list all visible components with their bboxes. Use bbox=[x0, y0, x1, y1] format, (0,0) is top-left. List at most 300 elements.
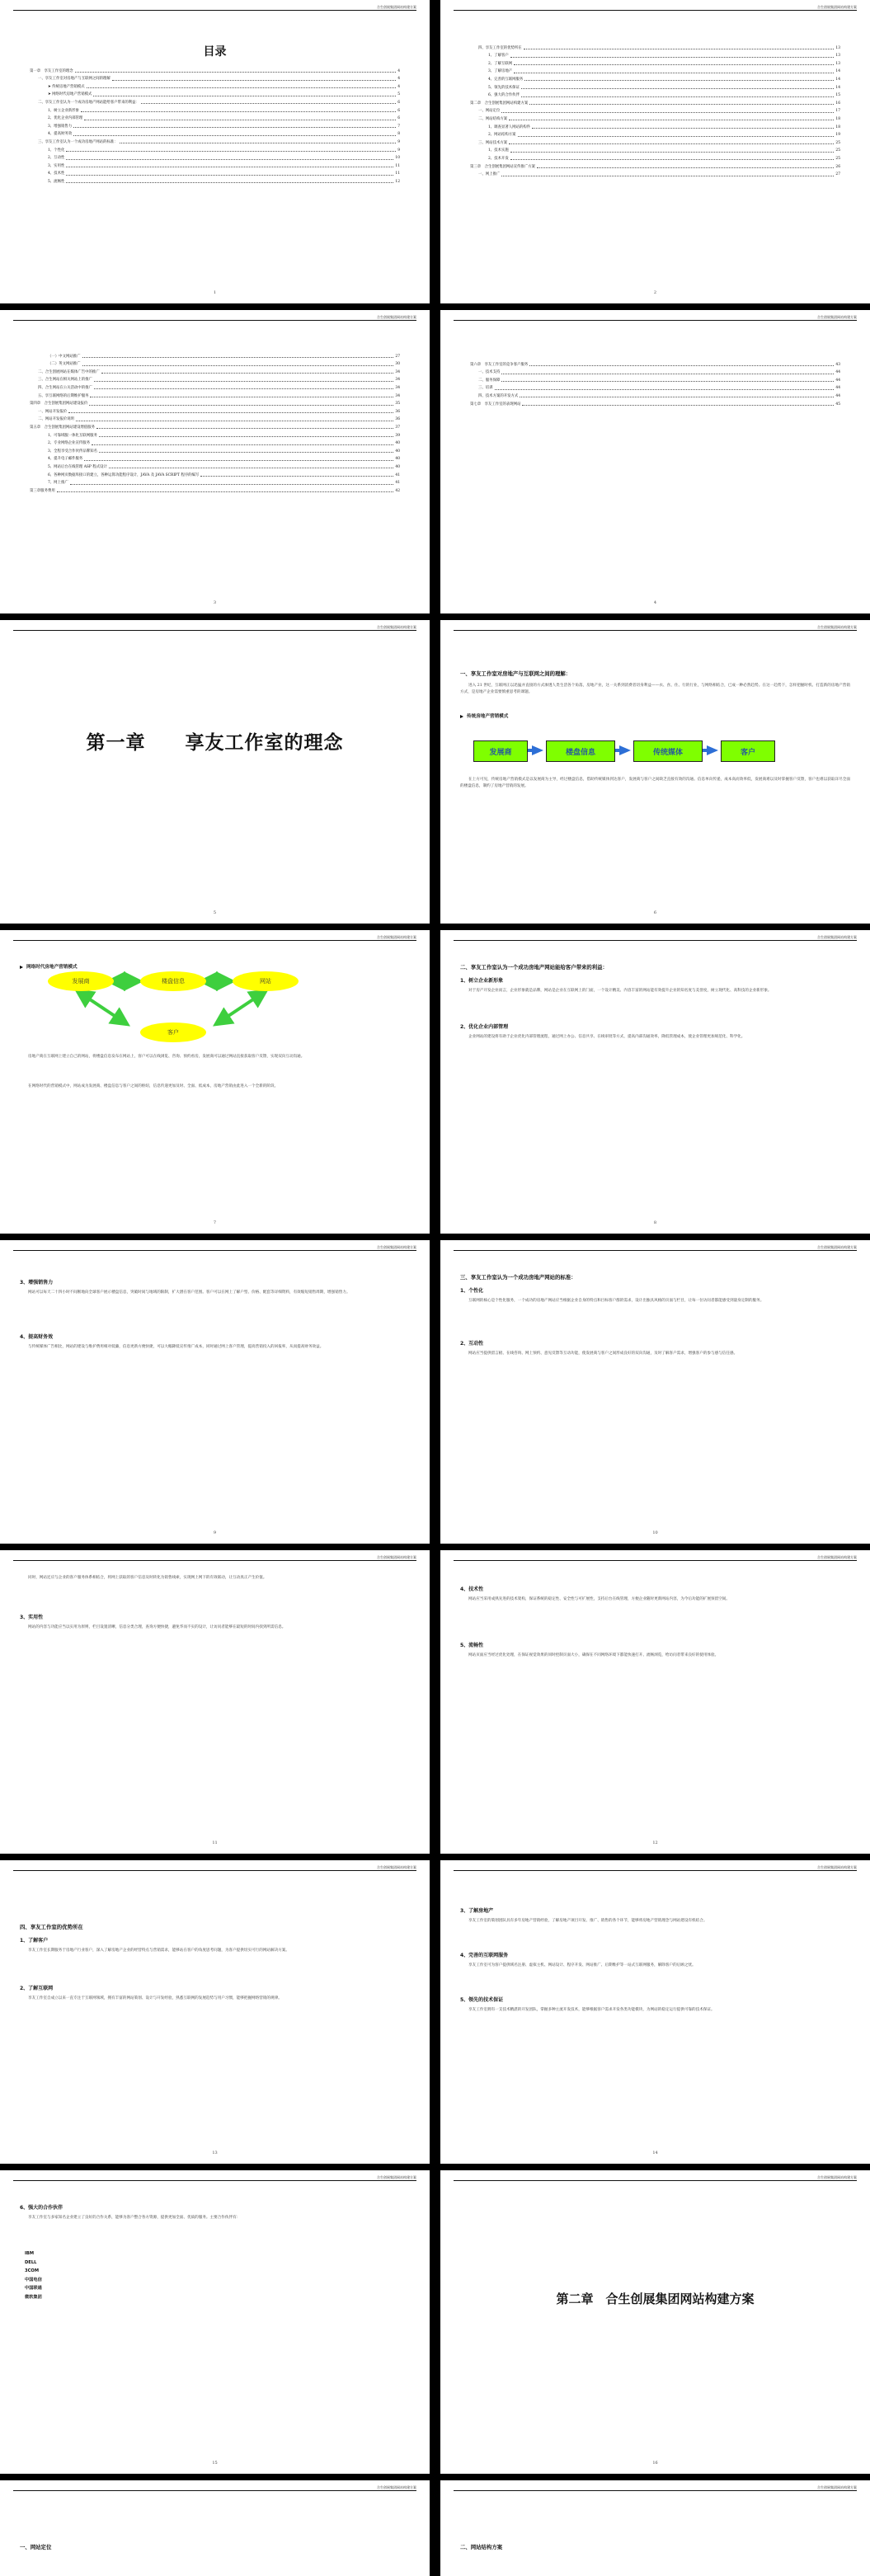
toc-entry-label: 2、了解互联网 bbox=[488, 61, 513, 66]
bullet-label: 传统房地产营销模式 bbox=[467, 714, 509, 719]
page-number: 2 bbox=[653, 290, 657, 295]
sub-heading: 5、领先的技术保证 bbox=[460, 1997, 504, 2003]
toc-leader-dots bbox=[200, 476, 393, 477]
page-number: 12 bbox=[652, 1840, 658, 1845]
page-number: 1 bbox=[213, 290, 217, 295]
toc-row[interactable] bbox=[30, 367, 400, 375]
toc-page-number: 14 bbox=[835, 69, 840, 74]
toc-list bbox=[30, 351, 400, 494]
page-17 bbox=[0, 2480, 430, 2576]
sub-heading: 2、了解互联网 bbox=[20, 1986, 54, 1991]
toc-row[interactable] bbox=[30, 375, 400, 383]
toc-entry-label: 五、享互联网络的后期维护服务 bbox=[38, 393, 89, 398]
node-customer: 客户 bbox=[140, 1022, 206, 1042]
toc-row[interactable] bbox=[30, 446, 400, 454]
page-header: 合生创展集团网站构建方案 bbox=[817, 1865, 857, 1869]
page-9 bbox=[0, 1240, 430, 1544]
toc-leader-dots bbox=[522, 405, 834, 406]
section-heading: 二、享友工作室认为一个成功房地产网站能给客户带来的利益： bbox=[460, 964, 608, 971]
toc-row[interactable] bbox=[470, 43, 840, 51]
section-heading: 二、网站结构方案 bbox=[460, 2544, 503, 2550]
toc-entry-label: 2、网站结构方案 bbox=[488, 133, 516, 138]
toc-row[interactable] bbox=[30, 114, 400, 122]
toc-leader-dots bbox=[75, 72, 397, 73]
toc-entry-label: 4、提高财务效 bbox=[48, 132, 73, 137]
toc-entry-label: ➤ 传统房地产营销模式 bbox=[48, 84, 85, 89]
body-paragraph: 网站页面应当经过优化处理，在保证视觉效果的同时控制页面大小，确保在不同网络环境下都能快速打开、流畅浏览，给访问者带来良好的使用体验。 bbox=[468, 1653, 719, 1657]
body-paragraph: 在上方可见，传统房地产营销模式是以发展商为主导，经过楼盘信息，借助传统媒体到达客户，发展商与客户之间缺乏直接有效的沟通。信息单向传递，成本高而效率低，发展商难以及时掌握客户反馈，客户也难以获取详尽全面的楼盘信息，制约了房地产营销的发展。 bbox=[460, 778, 850, 788]
toc-row[interactable] bbox=[470, 360, 840, 368]
toc-entry-label: 二、服务保障 bbox=[478, 378, 501, 383]
toc-row[interactable] bbox=[470, 153, 840, 162]
toc-row[interactable] bbox=[470, 368, 840, 376]
toc-entry-label: 6、各种网页数据库接口的建立，各种运算功能程序设计，JAVA 及 JAVA SCRIPT 程序的编写 bbox=[48, 472, 200, 477]
toc-leader-dots bbox=[68, 412, 393, 413]
section-heading: 四、享友工作室的优势所在 bbox=[20, 1924, 83, 1930]
toc-page-number: 4 bbox=[397, 84, 400, 89]
toc-page-number: 25 bbox=[835, 156, 840, 161]
toc-leader-dots bbox=[94, 388, 394, 389]
toc-row[interactable] bbox=[470, 51, 840, 59]
toc-row[interactable] bbox=[470, 391, 840, 399]
toc-page-number: 18 bbox=[835, 125, 840, 129]
toc-leader-dots bbox=[529, 104, 834, 105]
toc-entry-label: 一、享友工作室对房地产与互联网之间的理解 bbox=[38, 77, 111, 82]
toc-page-number: 14 bbox=[835, 85, 840, 90]
toc-entry-label: 3、了解房地产 bbox=[488, 69, 513, 74]
toc-entry-label: （二）英文网站推广 bbox=[48, 362, 81, 367]
toc-page-number: 34 bbox=[395, 393, 400, 398]
body-paragraph: 享友工作室长期服务于房地产行业客户，深入了解房地产企业的经营特点与营销需求，能够站在客户的角度思考问题，为客户提供切实可行的网站解决方案。 bbox=[28, 1948, 289, 1953]
toc-page-number: 15 bbox=[835, 93, 840, 98]
page-number: 6 bbox=[653, 910, 657, 915]
toc-row[interactable] bbox=[470, 106, 840, 115]
partner-item: 中国电信 bbox=[25, 2277, 42, 2282]
header-rule bbox=[13, 630, 416, 631]
body-paragraph: 网站可以每天二十四小时不间断地向全球客户展示楼盘信息，突破时间与地域的限制，扩大潜在客户范围。客户可以在网上了解户型、价格、配套等详细资料，有效缩短销售周期，增强销售力。 bbox=[28, 1290, 350, 1295]
toc-page-number: 25 bbox=[835, 140, 840, 145]
page-header: 合生创展集团网站构建方案 bbox=[817, 935, 857, 939]
page-number: 10 bbox=[652, 1530, 658, 1535]
page-header: 合生创展集团网站构建方案 bbox=[377, 315, 416, 319]
toc-entry-label: 3、增强销售力 bbox=[48, 124, 73, 129]
toc-page-number: 13 bbox=[835, 54, 840, 59]
page-toc-2 bbox=[440, 0, 870, 303]
toc-row[interactable] bbox=[30, 74, 400, 82]
toc-page-number: 26 bbox=[835, 164, 840, 169]
toc-entry-label: 2、优化企业内部管理 bbox=[48, 116, 83, 121]
toc-page-number: 7 bbox=[397, 124, 400, 129]
page-header: 合生创展集团网站构建方案 bbox=[377, 2175, 416, 2179]
toc-page-number: 34 bbox=[395, 385, 400, 390]
toc-row[interactable] bbox=[470, 122, 840, 130]
sub-heading: 1、了解客户 bbox=[20, 1938, 49, 1944]
toc-row[interactable] bbox=[30, 129, 400, 138]
triangle-bullet-icon bbox=[460, 715, 463, 718]
toc-row[interactable] bbox=[30, 97, 400, 106]
toc-entry-label: 4、完善的互联网服务 bbox=[488, 77, 524, 82]
toc-leader-dots bbox=[532, 128, 834, 129]
toc-entry-label: 5、流畅性 bbox=[48, 179, 65, 184]
toc-row[interactable] bbox=[30, 82, 400, 90]
page-header: 合生创展集团网站构建方案 bbox=[377, 1555, 416, 1559]
toc-entry-label: 三、享友工作室认为一个成功房地产网站的标准： bbox=[38, 139, 118, 144]
toc-entry-label: 二、享友工作室认为一个成功房地产网站能给客户带来的利益： bbox=[38, 100, 139, 105]
toc-leader-dots bbox=[57, 491, 394, 492]
body-paragraph: 享友工作室拥有一支技术精湛的开发团队，掌握多种主流开发技术，能够根据客户需求开发各类功能模块，为网站的稳定运行提供可靠的技术保证。 bbox=[468, 2008, 715, 2012]
page-chapter-1 bbox=[0, 620, 430, 924]
toc-entry-label: 四、合生网站在公关活动中的推广 bbox=[38, 385, 92, 390]
section-heading: 三、享友工作室认为一个成功房地产网站的标准： bbox=[460, 1274, 576, 1281]
toc-page-number: 6 bbox=[397, 116, 400, 121]
toc-leader-dots bbox=[82, 365, 394, 366]
toc-row[interactable] bbox=[470, 91, 840, 99]
toc-row[interactable] bbox=[30, 470, 400, 478]
toc-leader-dots bbox=[66, 159, 393, 160]
toc-page-number: 8 bbox=[397, 132, 400, 137]
sub-heading: 5、流畅性 bbox=[460, 1643, 484, 1648]
toc-row[interactable] bbox=[30, 399, 400, 407]
toc-entry-label: 一、网站开发报价 bbox=[38, 409, 68, 414]
body-paragraph: 网站应当提供留言板、在线咨询、网上预约、意见反馈等互动功能，使发展商与客户之间形成良好的双向沟通，及时了解客户需求，增强客户的参与感与信任感。 bbox=[468, 1351, 738, 1356]
toc-row[interactable] bbox=[30, 121, 400, 129]
page-header: 合生创展集团网站构建方案 bbox=[377, 935, 416, 939]
page-number: 14 bbox=[652, 2151, 658, 2155]
toc-entry-label: 一、网上推广 bbox=[478, 172, 501, 177]
toc-row[interactable] bbox=[30, 430, 400, 439]
toc-leader-dots bbox=[82, 357, 394, 358]
page-header: 合生创展集团网站构建方案 bbox=[817, 1555, 857, 1559]
page-7 bbox=[0, 930, 430, 1234]
toc-row[interactable] bbox=[470, 59, 840, 67]
toc-page-number: 18 bbox=[835, 116, 840, 121]
toc-leader-dots bbox=[524, 80, 834, 81]
toc-leader-dots bbox=[518, 136, 835, 137]
toc-row[interactable] bbox=[30, 169, 400, 177]
toc-row[interactable] bbox=[30, 439, 400, 447]
toc-title: 目录 bbox=[203, 45, 227, 59]
toc-entry-label: 2、互动性 bbox=[48, 156, 65, 161]
toc-page-number: 30 bbox=[395, 362, 400, 367]
body-paragraph: 同时，网站还应与企业的客户服务体系相结合，将网上获取的客户信息及时转化为销售线索，实现网上网下的有效联动，让互动真正产生价值。 bbox=[28, 1576, 267, 1580]
toc-leader-dots bbox=[537, 167, 834, 168]
header-rule bbox=[13, 10, 416, 11]
sub-heading: 2、互动性 bbox=[460, 1341, 484, 1347]
toc-entry-label: 第七章 享友工作室的表现网站 bbox=[470, 402, 521, 407]
page-header: 合生创展集团网站构建方案 bbox=[377, 5, 416, 9]
toc-entry-label: 5、网站后台在线管理 ASP 程式设计 bbox=[48, 464, 107, 469]
toc-leader-dots bbox=[84, 460, 393, 461]
arrow-website-customer bbox=[221, 994, 261, 1021]
toc-page-number: 10 bbox=[395, 156, 400, 161]
toc-entry-label: 第三章服务费用 bbox=[30, 488, 55, 493]
toc-leader-dots bbox=[66, 175, 393, 176]
sub-heading: 4、技术性 bbox=[460, 1586, 484, 1592]
toc-row[interactable] bbox=[470, 170, 840, 178]
sub-heading: 1、个性化 bbox=[460, 1288, 484, 1294]
header-rule bbox=[13, 1870, 416, 1871]
partner-item: 中国联通 bbox=[25, 2286, 42, 2291]
toc-row[interactable] bbox=[470, 399, 840, 407]
body-paragraph: 享友工作室与多家知名企业建立了良好的合作关系，能够为客户整合各方资源，提供更加全面、优质的服务。主要合作伙伴有： bbox=[28, 2216, 241, 2220]
toc-row[interactable] bbox=[30, 153, 400, 162]
toc-page-number: 6 bbox=[397, 100, 400, 105]
toc-entry-label: 1、技术实施 bbox=[488, 148, 509, 153]
page-header: 合生创展集团网站构建方案 bbox=[377, 2485, 416, 2489]
toc-list bbox=[470, 43, 840, 177]
toc-row[interactable] bbox=[30, 351, 400, 360]
toc-entry-label: 第一章 享友工作室的理念 bbox=[30, 68, 73, 73]
toc-page-number: 44 bbox=[835, 378, 840, 383]
page-number: 11 bbox=[212, 1840, 218, 1845]
sub-heading: 1、树立企业新形象 bbox=[460, 978, 504, 984]
flow-arrow-icon bbox=[619, 745, 631, 755]
toc-entry-label: 3、实用性 bbox=[48, 163, 65, 168]
body-paragraph: 在网络时代的营销模式中，网站成为发展商、楼盘信息与客户之间的枢纽，信息传递更加及时、全面、低成本，房地产营销由此进入一个全新的阶段。 bbox=[28, 1084, 279, 1088]
toc-entry-label: 1、调查显著人网站的构件 bbox=[488, 125, 531, 129]
body-paragraph: 房地产商在互联网上建立自己的网站，将楼盘信息发布在网站上，客户可以在线浏览、咨询、预约看房，发展商可以通过网站直接获取客户反馈，实现双向互动沟通。 bbox=[28, 1055, 305, 1059]
toc-entry-label: 5、领先的技术保证 bbox=[488, 85, 520, 90]
toc-row[interactable] bbox=[30, 145, 400, 153]
page-number: 8 bbox=[653, 1220, 657, 1225]
partner-list bbox=[25, 2249, 42, 2301]
toc-entry-label: 四、技术方案的开发方式 bbox=[478, 393, 519, 398]
toc-leader-dots bbox=[99, 436, 394, 437]
toc-row[interactable] bbox=[30, 478, 400, 487]
toc-leader-dots bbox=[99, 452, 394, 453]
arrow-developer-customer bbox=[82, 994, 122, 1021]
toc-row[interactable] bbox=[470, 114, 840, 122]
header-rule bbox=[454, 940, 857, 941]
toc-page-number: 16 bbox=[835, 101, 840, 106]
toc-leader-dots bbox=[510, 159, 835, 160]
toc-entry-label: 二、网站结构方案 bbox=[478, 116, 508, 121]
toc-row[interactable] bbox=[30, 90, 400, 98]
toc-leader-dots bbox=[501, 381, 834, 382]
page-number: 7 bbox=[213, 1220, 217, 1225]
toc-page-number: 44 bbox=[835, 386, 840, 391]
toc-entry-label: 1、个性化 bbox=[48, 148, 65, 153]
toc-page-number: 9 bbox=[397, 139, 400, 144]
sub-heading: 3、了解房地产 bbox=[460, 1908, 494, 1914]
toc-list bbox=[470, 360, 840, 407]
page-10 bbox=[440, 1240, 870, 1544]
toc-leader-dots bbox=[87, 87, 397, 88]
sub-heading: 3、实用性 bbox=[20, 1615, 44, 1620]
toc-entry-label: 第五章 合生创展集团网站建设增值服务 bbox=[30, 425, 96, 430]
toc-row[interactable] bbox=[470, 138, 840, 146]
header-rule bbox=[454, 630, 857, 631]
page-6 bbox=[440, 620, 870, 924]
toc-row[interactable] bbox=[30, 161, 400, 169]
toc-row[interactable] bbox=[470, 82, 840, 91]
toc-page-number: 13 bbox=[835, 61, 840, 66]
toc-page-number: 25 bbox=[835, 148, 840, 153]
body-paragraph: 企业网站的建设将有助于企业优化内部管理流程，通过网上办公、信息共享、在线审批等方式，提高内部沟通效率，降低管理成本，使企业管理更加规范化、科学化。 bbox=[468, 1035, 745, 1039]
chapter-title: 第一章 享友工作室的理念 bbox=[86, 732, 344, 754]
partner-item: 3COM bbox=[25, 2268, 39, 2273]
page-header: 合生创展集团网站构建方案 bbox=[817, 625, 857, 629]
page-number: 5 bbox=[213, 910, 217, 915]
toc-entry-label: 3、全程享受合作伙伴品牌知名 bbox=[48, 449, 97, 454]
page-header: 合生创展集团网站构建方案 bbox=[817, 1245, 857, 1249]
body-paragraph: 网站的内容与功能应当以实用为原则，栏目设置清晰，信息分类合理，查询方便快捷，避免华而不实的设计，让访问者能够在最短的时间内找到所需信息。 bbox=[28, 1625, 286, 1629]
toc-row[interactable] bbox=[470, 67, 840, 75]
toc-page-number: 11 bbox=[395, 163, 400, 168]
page-header: 合生创展集团网站构建方案 bbox=[817, 2175, 857, 2179]
sub-heading: 4、完善的互联网服务 bbox=[460, 1953, 509, 1958]
header-rule bbox=[13, 2180, 416, 2181]
toc-leader-dots bbox=[112, 80, 396, 81]
toc-page-number: 6 bbox=[397, 108, 400, 113]
toc-entry-label: 二、合生创展网站在媒体广告中的推广 bbox=[38, 369, 100, 374]
flow-box-property-info: 楼盘信息 bbox=[546, 740, 615, 762]
toc-row[interactable] bbox=[30, 407, 400, 415]
toc-entry-label: 一、技术支持 bbox=[478, 370, 501, 375]
toc-row[interactable] bbox=[30, 415, 400, 423]
toc-leader-dots bbox=[96, 428, 393, 429]
page-12 bbox=[440, 1550, 870, 1854]
toc-leader-dots bbox=[66, 182, 393, 183]
toc-entry-label: 三、培训 bbox=[478, 386, 493, 391]
toc-page-number: 40 bbox=[395, 441, 400, 446]
bullet-label: 网络时代房地产营销模式 bbox=[26, 965, 78, 970]
body-paragraph: 网站应当采用成熟先进的技术架构，保证系统的稳定性、安全性与可扩展性，支持后台在线管理，方便企业随时更新网站内容，为今后功能的扩展预留空间。 bbox=[468, 1597, 730, 1601]
toc-row[interactable] bbox=[470, 98, 840, 106]
toc-page-number: 19 bbox=[835, 133, 840, 138]
flow-arrow-icon bbox=[707, 745, 718, 755]
toc-page-number: 44 bbox=[835, 393, 840, 398]
page-8 bbox=[440, 930, 870, 1234]
toc-row[interactable] bbox=[30, 137, 400, 145]
body-paragraph: 享友工作室可为客户提供域名注册、虚拟主机、网站设计、程序开发、网站推广、后期维护等一站式互联网服务，解除客户的后顾之忧。 bbox=[468, 1963, 696, 1967]
toc-list bbox=[30, 66, 400, 185]
toc-leader-dots bbox=[66, 151, 396, 152]
page-toc-4 bbox=[440, 310, 870, 613]
toc-page-number: 40 bbox=[395, 457, 400, 462]
header-rule bbox=[454, 1560, 857, 1561]
toc-page-number: 5 bbox=[397, 92, 400, 97]
toc-entry-label: 第三章 合生创展集团网站宣传推广方案 bbox=[470, 164, 536, 169]
header-rule bbox=[13, 1250, 416, 1251]
toc-leader-dots bbox=[529, 365, 834, 366]
toc-page-number: 41 bbox=[395, 472, 400, 477]
toc-row[interactable] bbox=[30, 391, 400, 399]
node-property-info: 楼盘信息 bbox=[140, 971, 206, 991]
body-paragraph: 进入 21 世纪，互联网正以迅猛并直接的方式渗透人类生活各个角落，房地产业，这一关系到消费者切身利益——衣、食、住、行的行业，与网络相结合，已成一种必然趋势。在这一趋势下，怎样把握时机、打造新的房地产营销方式，是房地产企业需要慎重思考的课题。 bbox=[460, 684, 850, 694]
flow-arrow-icon bbox=[532, 745, 543, 755]
toc-page-number: 40 bbox=[395, 449, 400, 454]
toc-row[interactable] bbox=[30, 66, 400, 74]
sub-heading: 4、提高财务效 bbox=[20, 1334, 54, 1340]
page-header: 合生创展集团网站构建方案 bbox=[817, 315, 857, 319]
page-18 bbox=[440, 2480, 870, 2576]
toc-row[interactable] bbox=[30, 422, 400, 430]
page-13 bbox=[0, 1860, 430, 2164]
toc-page-number: 27 bbox=[835, 172, 840, 177]
toc-page-number: 45 bbox=[835, 402, 840, 407]
page-chapter-2 bbox=[440, 2170, 870, 2474]
toc-entry-label: 四、享友工作室的优势所在 bbox=[478, 45, 522, 50]
toc-page-number: 36 bbox=[395, 417, 400, 422]
toc-leader-dots bbox=[70, 484, 394, 485]
toc-leader-dots bbox=[501, 112, 834, 113]
toc-page-number: 11 bbox=[395, 172, 400, 176]
toc-entry-label: （一）中文网站推广 bbox=[48, 354, 81, 359]
toc-row[interactable] bbox=[470, 74, 840, 82]
toc-row[interactable] bbox=[30, 454, 400, 463]
toc-entry-label: 6、强大的合作伙伴 bbox=[488, 93, 520, 98]
section-heading: 一、享友工作室对房地产与互联网之间的理解： bbox=[460, 670, 571, 677]
toc-page-number: 43 bbox=[835, 362, 840, 367]
toc-leader-dots bbox=[73, 135, 396, 136]
toc-entry-label: 2、专业网络企业宣传服务 bbox=[48, 441, 91, 446]
section-heading: 一、网站定位 bbox=[20, 2544, 52, 2550]
toc-page-number: 17 bbox=[835, 109, 840, 114]
toc-row[interactable] bbox=[470, 130, 840, 139]
toc-entry-label: 4、技术性 bbox=[48, 172, 65, 176]
toc-row[interactable] bbox=[30, 176, 400, 185]
toc-entry-label: 1、树立企业新形象 bbox=[48, 108, 79, 113]
toc-row[interactable] bbox=[30, 383, 400, 391]
sub-heading: 6、强大的合作伙伴 bbox=[20, 2205, 63, 2211]
toc-page-number: 27 bbox=[395, 354, 400, 359]
toc-leader-dots bbox=[514, 64, 834, 65]
page-header: 合生创展集团网站构建方案 bbox=[377, 625, 416, 629]
toc-leader-dots bbox=[521, 88, 834, 89]
toc-page-number: 12 bbox=[395, 179, 400, 184]
toc-page-number: 4 bbox=[397, 77, 400, 82]
toc-page-number: 34 bbox=[395, 369, 400, 374]
toc-entry-label: 三、网站技术方案 bbox=[478, 140, 508, 145]
page-toc-3 bbox=[0, 310, 430, 613]
partner-item: DELL bbox=[25, 2259, 37, 2265]
toc-entry-label: 一、网站定位 bbox=[478, 109, 501, 114]
toc-page-number: 41 bbox=[395, 481, 400, 486]
page-number: 4 bbox=[653, 600, 657, 605]
toc-row[interactable] bbox=[470, 383, 840, 392]
toc-page-number: 34 bbox=[395, 378, 400, 383]
toc-leader-dots bbox=[510, 152, 835, 153]
toc-row[interactable] bbox=[470, 375, 840, 383]
toc-leader-dots bbox=[509, 143, 834, 144]
partner-item: IBM bbox=[25, 2251, 35, 2256]
body-paragraph: 对于房产开发企业而言，企业形象就是品牌，网站是企业在互联网上的门面，一个设计精美、内容丰富的网站能有效提升企业的知名度与美誉度，树立现代化、高科技的企业新形象。 bbox=[468, 989, 772, 993]
toc-row[interactable] bbox=[470, 146, 840, 154]
toc-row[interactable] bbox=[30, 360, 400, 368]
toc-page-number: 4 bbox=[397, 68, 400, 73]
toc-entry-label: 1、了解客户 bbox=[488, 54, 509, 59]
toc-row[interactable] bbox=[30, 106, 400, 114]
toc-row[interactable] bbox=[30, 462, 400, 470]
toc-entry-label: 第二章 合生创展集团网站构建方案 bbox=[470, 101, 529, 106]
toc-leader-dots bbox=[94, 381, 394, 382]
toc-page-number: 37 bbox=[395, 425, 400, 430]
partner-item: 微软集团 bbox=[25, 2294, 42, 2300]
page-11 bbox=[0, 1550, 430, 1854]
header-rule bbox=[454, 2490, 857, 2491]
toc-leader-dots bbox=[495, 389, 835, 390]
toc-row[interactable] bbox=[30, 486, 400, 494]
page-header: 合生创展集团网站构建方案 bbox=[377, 1865, 416, 1869]
toc-row[interactable] bbox=[470, 162, 840, 170]
toc-page-number: 35 bbox=[395, 402, 400, 407]
body-paragraph: 互联网的核心是个性化服务，一个成功的房地产网站应当根据企业自身的特点和目标客户群的需求，设计出独具风格的页面与栏目，让每一位访问者都能感受到量身定制的服务。 bbox=[468, 1299, 764, 1303]
page-number: 9 bbox=[213, 1530, 217, 1535]
toc-page-number: 40 bbox=[395, 464, 400, 469]
toc-page-number: 36 bbox=[395, 409, 400, 414]
sub-heading: 3、增强销售力 bbox=[20, 1280, 54, 1286]
